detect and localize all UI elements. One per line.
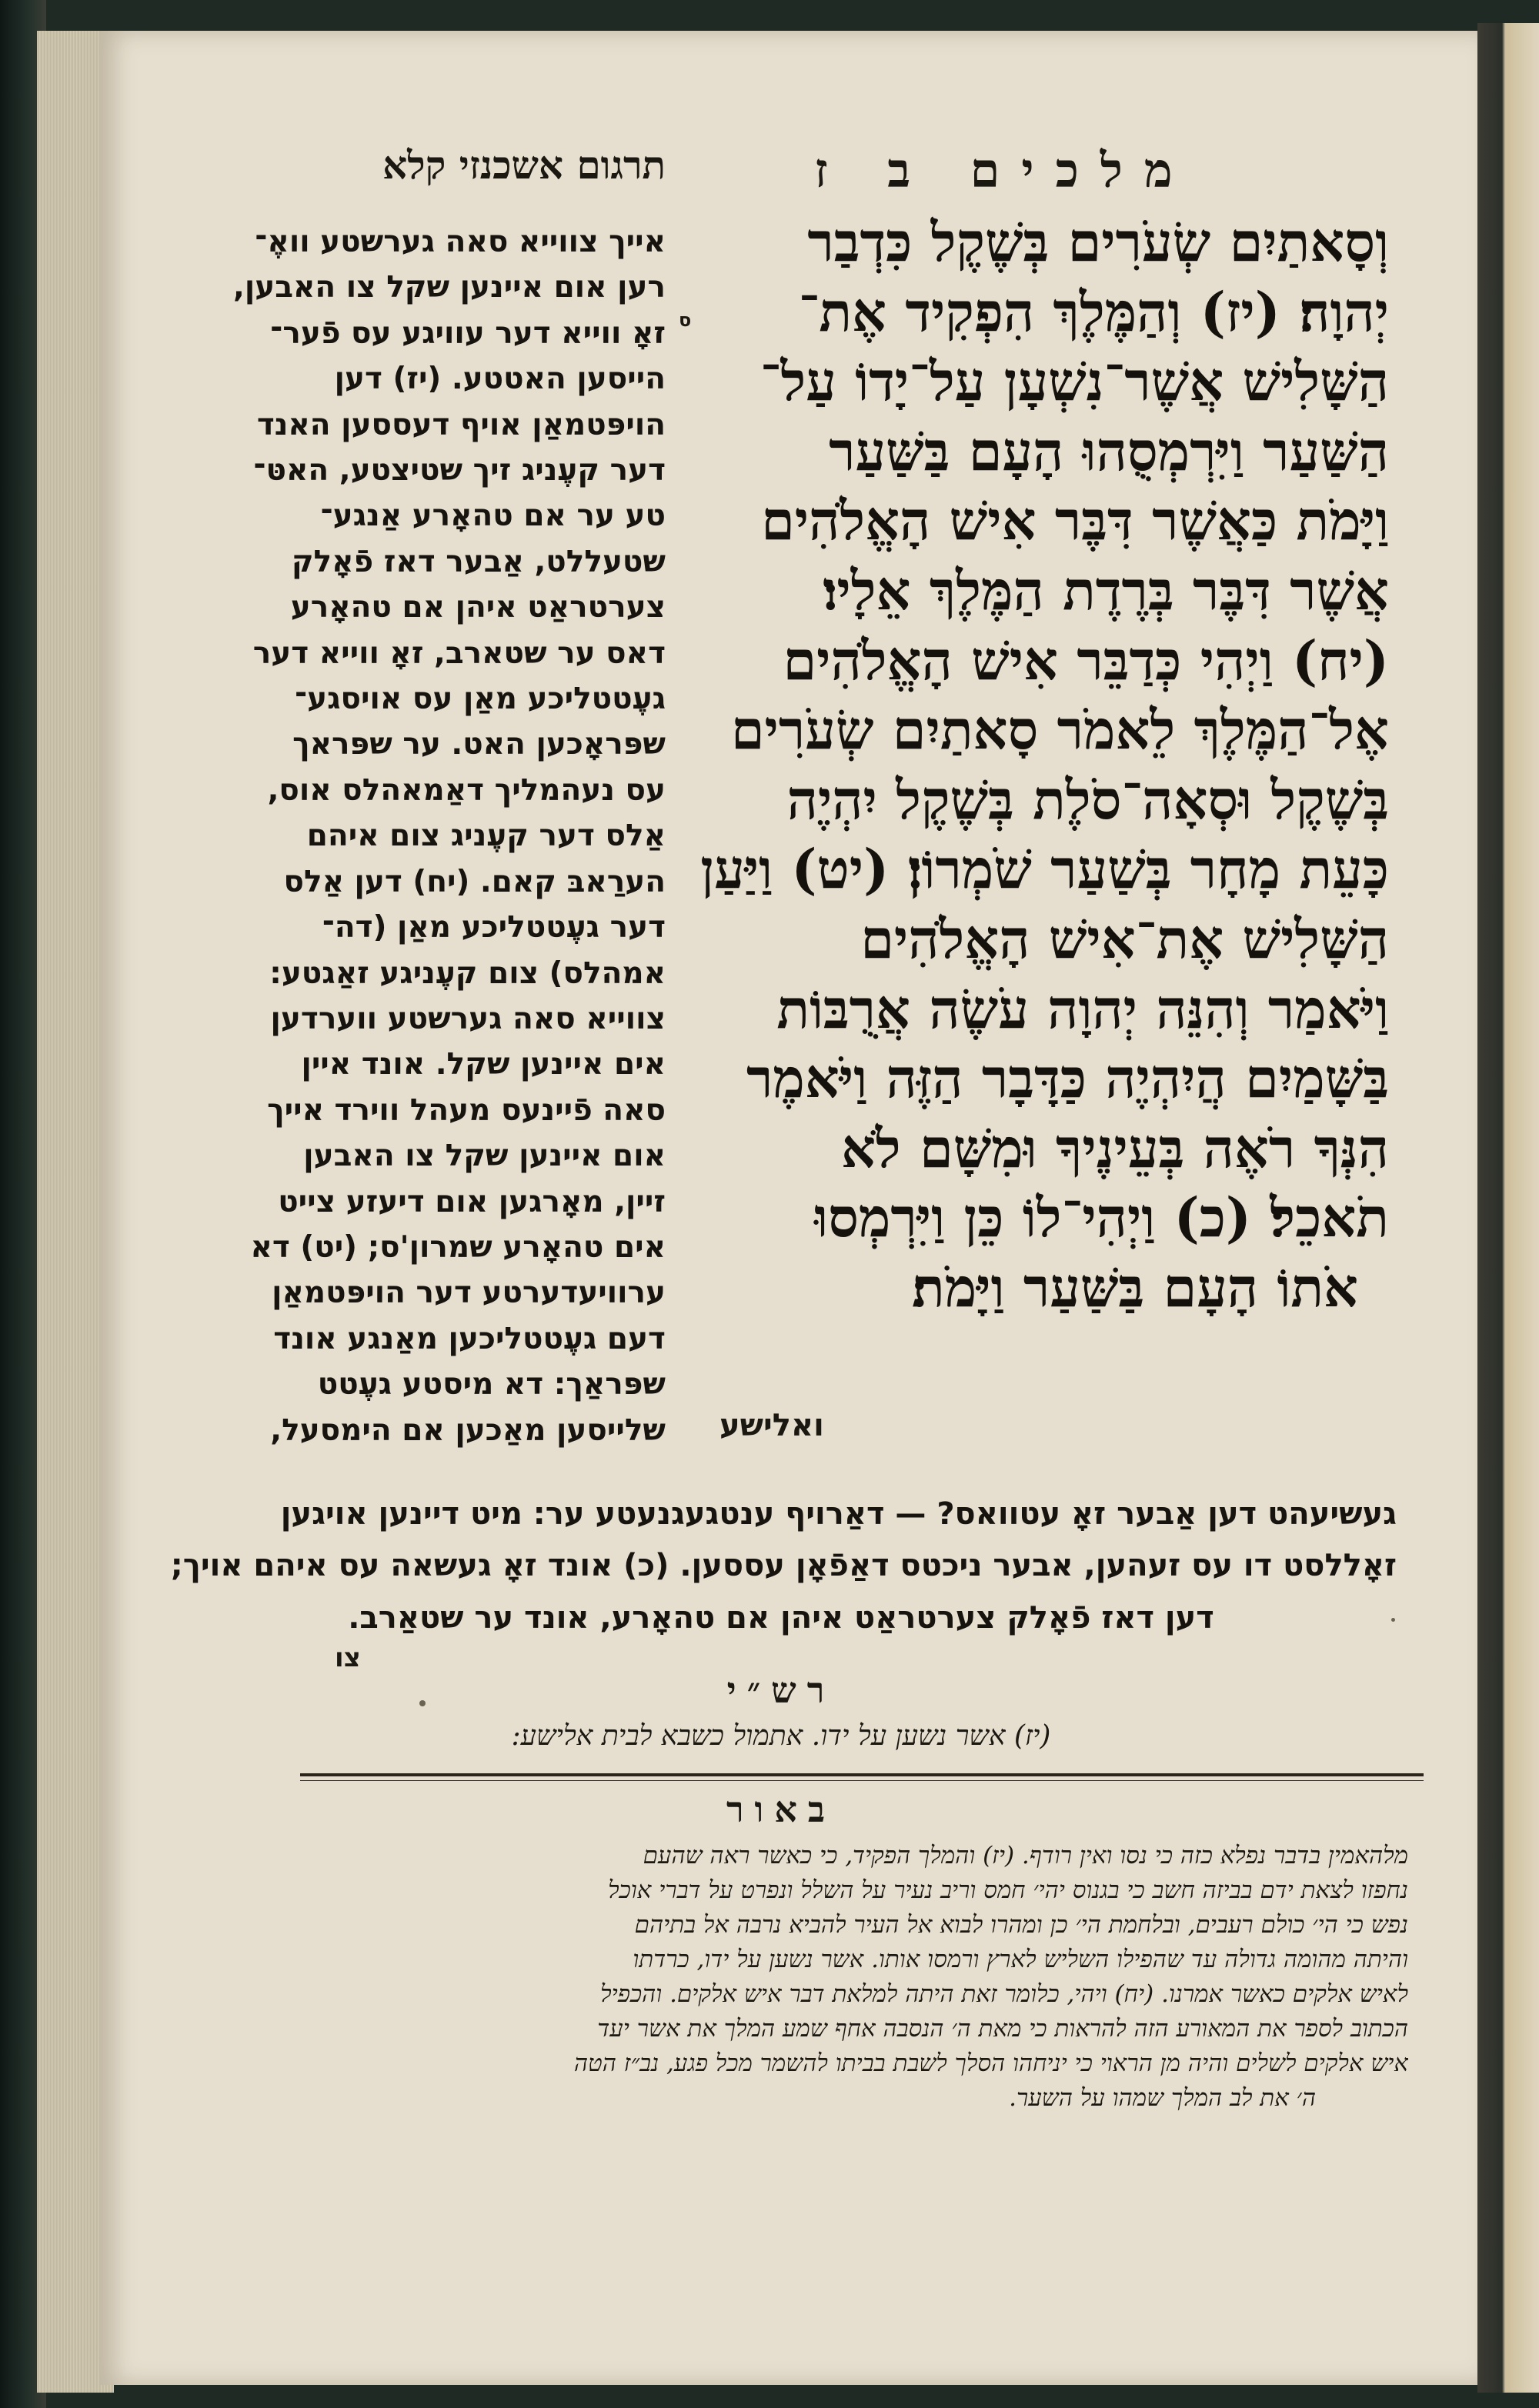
paper-speck <box>419 1700 426 1706</box>
main-line: בְּשֶׁקֶל וּסְאָה־סֹלֶת בְּשֶׁקֶל יִהְיֶה <box>786 767 1389 832</box>
translation-line: עס נעהמליך דאַמאהלס אוס, <box>267 772 666 808</box>
translation-line: אים טהאָרע שמרון'ס; (יט) דא <box>250 1229 666 1265</box>
biur-line: והיתה מהומה גדולה עד שהפילו השליש לארץ ורמסו אותו. אשר נשען על ידו, כרדתו <box>633 1946 1408 1973</box>
translation-line: הערַאבּ קאם. (יח) דען אַלס <box>283 864 666 899</box>
translation-line: אום איינען שקל צו האבען <box>303 1139 666 1174</box>
biur-line: נפש כי הי׳ כולם רעבים, ובלחמת הי׳ כן ומהרו לבוא אל העיר להביא נרבה אל בתיהם <box>634 1911 1408 1939</box>
translation-line: אים איינען שקל. אונד איין <box>301 1047 666 1082</box>
translation-line: אייך צווייא סאה גערשטע וואֶ־ <box>255 225 666 259</box>
translation-line: געֶטטליכע מאַן עס אויסגע־ <box>294 682 666 717</box>
full-width-line: געשיעהט דען אַבער זאָ עטוואס? — דאַרויף ענטגעגנעטע ער: מיט דיינען אויגען <box>280 1496 1397 1532</box>
main-line: כָּעֵת מָחָר בְּשַׁעַר שֹׁמְרוֹן׃ (יט) וַיַּעַן <box>700 837 1389 902</box>
translation-line: דאס ער שטארב, זאָ ווייא דער <box>252 635 666 671</box>
translation-line: טע ער אם טהאָרע אַנגע־ <box>320 499 666 534</box>
translation-line: צווייא סאה גערשטע ווערדען <box>270 1001 666 1036</box>
main-line: אֲשֶׁר דִּבֶּר בְּרֶדֶת הַמֶּלֶךְ אֵלָיו׃ <box>823 558 1389 622</box>
biur-line: נחפזו לצאת ידם בביזה חשב כי בגנוס יהי׳ חמס וריב נעיר על השלל ונפרט על דברי אוכל <box>608 1876 1408 1904</box>
translation-line: שפּראָכען האט. ער שפּראך <box>292 727 666 762</box>
section-divider-thin <box>300 1780 1424 1781</box>
biur-line: ה׳ את לב המלך שמהו על השער. <box>1009 2084 1316 2112</box>
main-line: הַשָּׁלִישׁ אֶת־אִישׁ הָאֱלֹהִים <box>860 906 1389 971</box>
catchword-page: צו <box>335 1643 361 1673</box>
rashi-title: רש״י <box>726 1669 836 1711</box>
translation-line: הויפּטמאַן אויף דעססען האנד <box>256 407 666 442</box>
main-line: הִנְּךָ רֹאֶה בְּעֵינֶיךָ וּמִשָּׁם לֹא <box>840 1116 1389 1180</box>
biur-commentary <box>208 1839 1408 2116</box>
paper-speck <box>1391 1618 1395 1622</box>
main-line: הַשָּׁלִישׁ אֲשֶׁר־נִשְׁעָן עַל־יָדוֹ עַל־ <box>759 349 1389 414</box>
running-header-translation: תרגום אשכנזי קלא <box>382 142 666 188</box>
translation-line: שלייסען מאַכען אם הימסעל, <box>270 1412 666 1448</box>
main-line: וְסָאתַיִם שְׂעֹרִים בְּשֶׁקֶל כִּדְבַר <box>807 210 1389 274</box>
biur-line: איש אלקים לשלים והיה מן הראוי כי יניחהו הסלך לשבת בביתו להשמר מכל פגע, נב״ז הטה <box>573 2049 1408 2077</box>
translation-line: זיין, מאָרגען אום דיעזע צייט <box>278 1184 666 1219</box>
rashi-commentary: (יז) אשר נשען על ידו. אתמול כשבא לבית אלישע: <box>511 1720 1051 1752</box>
translation-line: הייסען האטטע. (יז) דען <box>334 362 666 397</box>
translation-line: ערוויעדערטע דער הויפּטמאַן <box>272 1276 666 1311</box>
translation-line: אמהלס) צום קעֶניגע זאַגטע: <box>269 956 666 991</box>
full-width-line: דען דאז פֿאָלק צערטראַט איהן אם טהאָרע, אונד ער שטאַרב. <box>348 1600 1214 1636</box>
translation-line: צערטראַט איהן אם טהאָרע <box>290 590 666 625</box>
catchword-main: ואלישע <box>719 1408 824 1443</box>
main-line: וַיָּמֹת כַּאֲשֶׁר דִּבֶּר אִישׁ הָאֱלֹהִים <box>761 489 1389 553</box>
translation-line: סאה פֿיינעס מעהל ווירד אייך <box>267 1092 666 1128</box>
main-line: אֶל־הַמֶּלֶךְ לֵאמֹר סָאתַיִם שְׂעֹרִים <box>730 698 1389 762</box>
translation-line: דער געֶטטליכע מאַן (דה־ <box>322 910 666 946</box>
main-hebrew-text <box>696 208 1389 1323</box>
main-line: וַיֹּאמַר וְהִנֵּה יְהוָה עֹשֶׂה אֲרֻבּוֹת <box>776 976 1389 1041</box>
translation-line: שפּראַך: דא מיסטע געֶטט <box>317 1367 666 1402</box>
margin-note: ס <box>679 309 692 331</box>
translation-line: אַלס דער קעֶניג צום איהם <box>306 819 666 854</box>
biur-line: מלהאמין בדבר נפלא כזה כי נסו ואין רודף. (יז) והמלך הפקיד, כי כאשר ראה שהעם <box>643 1842 1408 1869</box>
main-line: תֹאכֵל׃ (כ) וַיְהִי־לוֹ כֵּן וַיִּרְמְסוּ <box>814 1186 1389 1250</box>
biur-title: באור <box>726 1789 836 1830</box>
main-line: אֹתוֹ הָעָם בַּשַּׁעַר וַיָּמֹת׃ <box>912 1255 1358 1319</box>
main-line: בַּשָּׁמַיִם הֲיִהְיֶה כַּדָּבָר הַזֶּה וַיֹּאמֶר <box>746 1046 1389 1111</box>
biur-line: לאיש אלקים כאשר אמרנו. (יח) ויהי, כלומר זאת היתה למלאת דבר איש אלקים. והכפיל <box>600 1980 1408 2008</box>
main-line: (יח) וַיְהִי כְּדַבֵּר אִישׁ הָאֱלֹהִים <box>783 628 1389 692</box>
translation-line: דער קעֶניג זיך שטיצטע, האטּ־ <box>253 453 666 489</box>
biur-line: הכתוב לספר את המאורע הזה להראות כי מאת ה׳ הנסבה אחף שמע המלך את אשר יעד <box>597 2015 1408 2043</box>
facing-page-edge <box>1477 23 1539 2393</box>
translation-column <box>165 219 666 1453</box>
full-width-line: זאָללסט דו עס זעהען, אבער ניכטס דאַפֿאָן עססען. (כ) אונד זאָ געשאה עס איהם אויך; <box>170 1548 1397 1583</box>
translation-line: זאָ ווייא דער עוויגע עס פֿער־ <box>270 315 666 351</box>
main-line: הַשַּׁעַר וַיִּרְמְסֻהוּ הָעָם בַּשַּׁעַר <box>829 419 1389 483</box>
translation-line: דעם געֶטטליכען מאַנגע אונד <box>273 1321 666 1356</box>
translation-line: רען אום איינען שקל צו האבען, <box>233 270 666 305</box>
translation-line: שטעללט, אַבער דאז פֿאָלק <box>291 544 666 579</box>
section-divider <box>300 1773 1424 1776</box>
running-header-main: מלכים ב ז <box>814 142 1194 198</box>
main-line: יְהוָה׃ (יז) וְהַמֶּלֶךְ הִפְקִיד אֶת־ <box>798 279 1389 344</box>
